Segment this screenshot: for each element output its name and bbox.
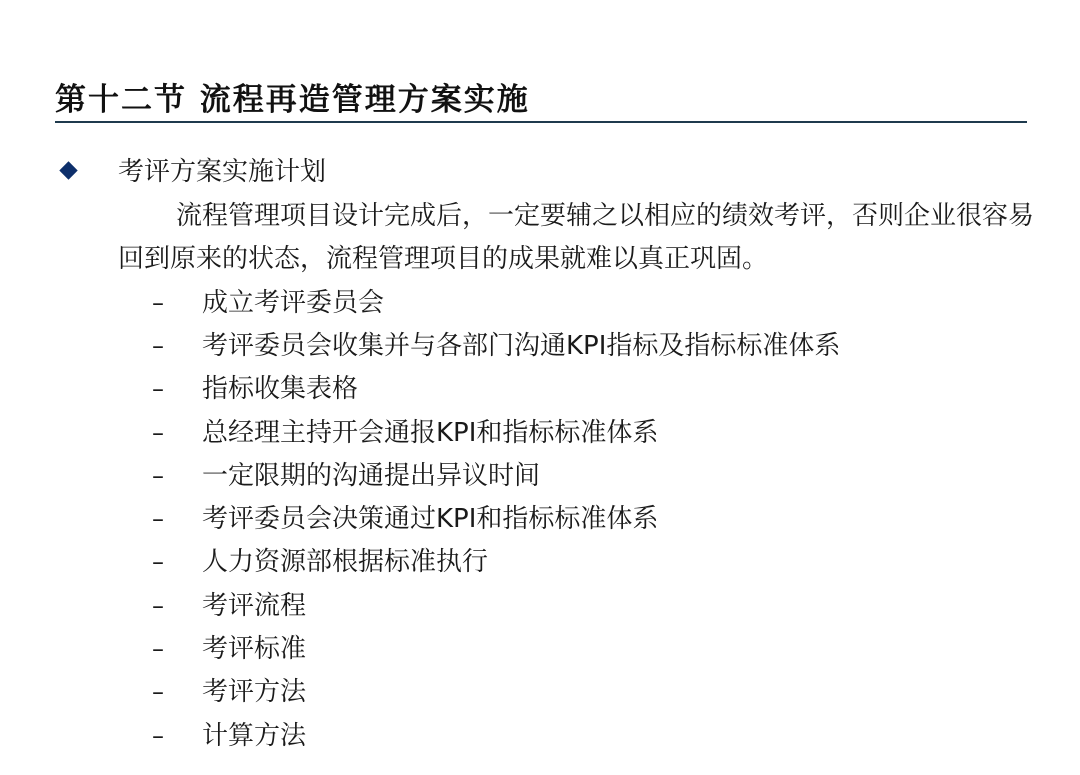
list-item [152,671,840,714]
section-heading: 考评方案实施计划 [118,157,327,187]
dash-bullet: – [152,505,164,534]
section-paragraph: 流程管理项目设计完成后，一定要辅之以相应的绩效考评，否则企业很容易回到原来的状态，流程管理项目的成果就难以真正巩固。 [118,201,1035,274]
list-item-text: 考评标准 [202,634,307,665]
list-item-text: 考评流程 [202,590,307,621]
dash-bullet: – [152,721,164,750]
list-item [152,411,840,454]
sub-item-list [152,281,840,757]
list-item [152,541,840,584]
list-item-text: 总经理主持开会通报KPI和指标标准体系 [202,417,659,448]
dash-bullet: – [152,375,164,404]
list-item [152,497,840,540]
dash-bullet: – [152,678,164,707]
list-item [152,454,840,497]
dash-bullet: – [152,331,164,360]
list-item-text: 人力资源部根据标准执行 [202,547,489,578]
list-item-text: 考评委员会决策通过KPI和指标标准体系 [202,504,659,535]
dash-bullet: – [152,288,164,317]
list-item [152,714,840,757]
list-item [152,281,840,324]
dash-bullet: – [152,461,164,490]
dash-bullet: – [152,418,164,447]
list-item [152,627,840,670]
dash-bullet: – [152,635,164,664]
list-item [152,324,840,367]
dash-bullet: – [152,591,164,620]
slide-title: 第十二节 流程再造管理方案实施 [55,82,530,118]
diamond-bullet-icon [59,161,77,179]
list-item-text: 计算方法 [202,720,307,751]
list-item-text: 一定限期的沟通提出异议时间 [202,460,541,491]
list-item [152,584,840,627]
list-item-text: 指标收集表格 [202,374,359,405]
list-item-text: 考评委员会收集并与各部门沟通KPI指标及指标标准体系 [202,330,841,361]
dash-bullet: – [152,548,164,577]
list-item-text: 成立考评委员会 [202,287,385,318]
title-divider [55,121,1027,123]
list-item [152,368,840,411]
list-item-text: 考评方法 [202,677,307,708]
